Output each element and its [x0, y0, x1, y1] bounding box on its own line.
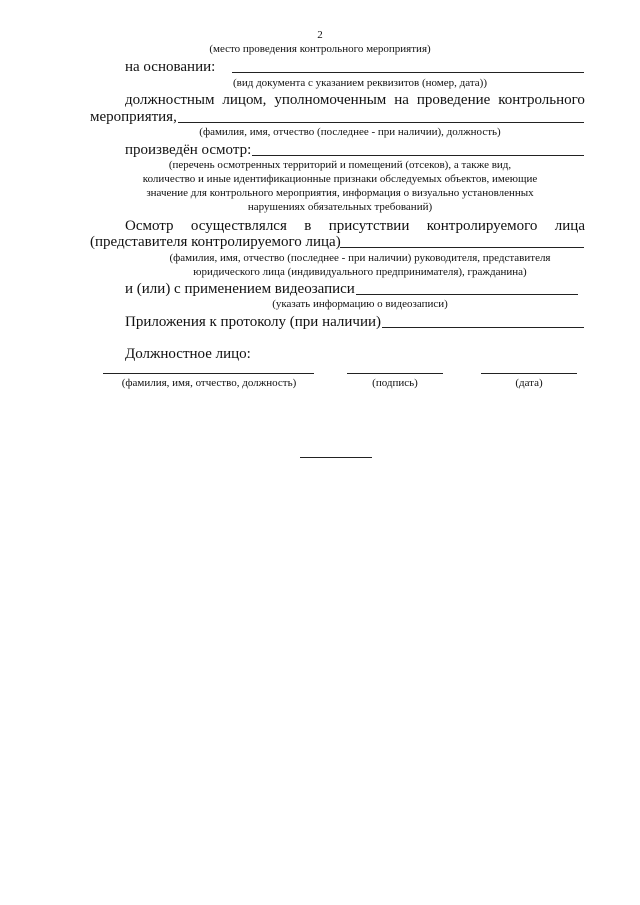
attachments-field-line[interactable]: [382, 327, 584, 328]
official-caption: (фамилия, имя, отчество (последнее - при наличии), должность): [199, 126, 501, 138]
inspection-caption-line: значение для контрольного мероприятия, информация о визуально установленных: [146, 187, 534, 199]
official-field-line[interactable]: [178, 122, 584, 123]
presence-line2-label: (представителя контролируемого лица): [90, 234, 341, 250]
official-line1: [125, 91, 585, 109]
signature-name-caption: (фамилия, имя, отчество, должность): [121, 377, 297, 389]
page-number: 2: [317, 29, 323, 41]
inspection-caption-line: (перечень осмотренных территорий и помещений (отсеков), а также вид,: [168, 159, 512, 171]
signature-name-line[interactable]: [103, 373, 314, 374]
presence-caption-line: юридического лица (индивидуального предпринимателя), гражданина): [193, 266, 527, 278]
video-field-line[interactable]: [356, 294, 578, 295]
presence-caption-line: (фамилия, имя, отчество (последнее - при наличии) руководителя, представителя: [169, 252, 551, 264]
end-divider: [300, 457, 372, 458]
signature-sign-caption: (подпись): [372, 377, 418, 389]
video-caption: (указать информацию о видеозаписи): [272, 298, 448, 310]
inspection-field-line[interactable]: [252, 155, 584, 156]
presence-word: в: [304, 218, 312, 234]
official-word: контрольного: [498, 92, 585, 108]
basis-label: на основании:: [125, 59, 216, 75]
place-caption: (место проведения контрольного мероприятия): [209, 43, 431, 55]
presence-field-line[interactable]: [340, 247, 584, 248]
official-word: на: [394, 92, 409, 108]
official-word: уполномоченным: [274, 92, 387, 108]
inspection-caption-line: количество и иные идентификационные признаки обследуемых объектов, имеющие: [142, 173, 538, 185]
inspection-label: произведён осмотр:: [125, 142, 252, 158]
official-line2-label: мероприятия,: [90, 109, 177, 125]
signature-date-caption: (дата): [515, 377, 543, 389]
signature-heading: Должностное лицо:: [125, 346, 251, 362]
official-word: должностным: [125, 92, 215, 108]
basis-caption: (вид документа с указанием реквизитов (номер, дата)): [233, 77, 487, 89]
presence-word: лица: [554, 218, 585, 234]
video-label: и (или) с применением видеозаписи: [125, 281, 355, 297]
presence-word: Осмотр: [125, 218, 174, 234]
official-word: проведение: [416, 92, 491, 108]
basis-field-line[interactable]: [232, 72, 584, 73]
attachments-label: Приложения к протоколу (при наличии): [125, 314, 382, 330]
presence-word: присутствии: [328, 218, 410, 234]
signature-sign-line[interactable]: [347, 373, 443, 374]
official-word: лицом,: [222, 92, 267, 108]
signature-date-line[interactable]: [481, 373, 577, 374]
presence-word: осуществлялся: [190, 218, 287, 234]
presence-word: контролируемого: [426, 218, 538, 234]
inspection-caption-line: нарушениях обязательных требований): [247, 201, 433, 213]
